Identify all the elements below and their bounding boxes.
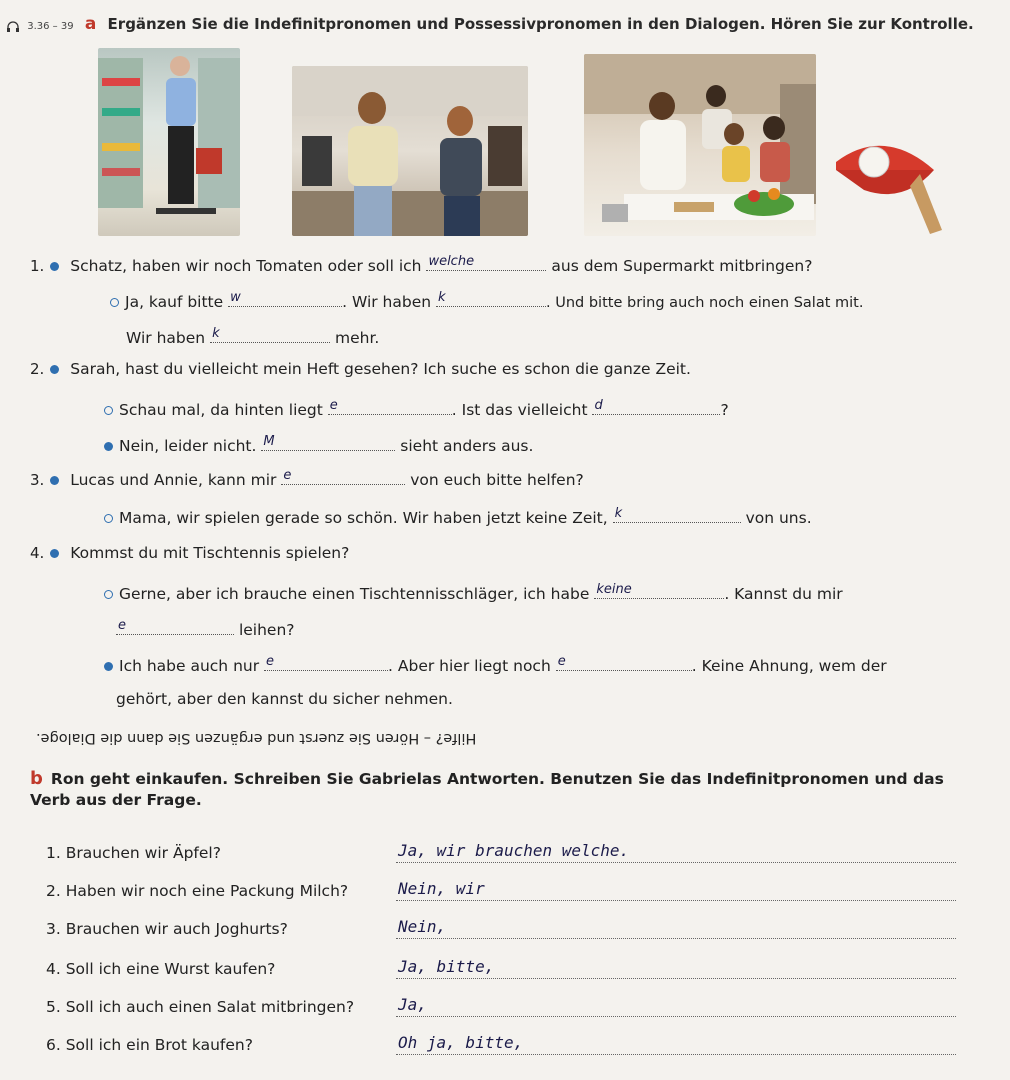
- speaker-a-dot-icon: [50, 365, 59, 374]
- blank-field[interactable]: [264, 654, 388, 671]
- answer-text: Ja,: [398, 995, 427, 1014]
- text: gehört, aber den kannst du sicher nehmen.: [116, 690, 453, 708]
- dialog-number: 4.: [30, 544, 45, 562]
- blank-field[interactable]: [228, 290, 342, 307]
- text: Schau mal, da hinten liegt: [119, 401, 323, 419]
- handwritten-fill: e: [557, 654, 566, 669]
- handwritten-fill: e: [118, 618, 126, 633]
- blank-field[interactable]: [261, 434, 395, 451]
- text: . Kannst du mir: [724, 585, 843, 603]
- answer-field-2[interactable]: [396, 878, 956, 901]
- photo-two-women: [292, 66, 528, 236]
- speaker-b-dot-icon: [104, 514, 113, 523]
- question-2: 2. Haben wir noch eine Packung Milch?: [46, 882, 349, 900]
- dialog-number: 3.: [30, 471, 45, 489]
- blank-field[interactable]: [328, 398, 452, 415]
- handwritten-fill: welche: [428, 254, 475, 269]
- text: sieht anders aus.: [400, 437, 534, 455]
- dialog-3-line-2: [104, 506, 812, 527]
- text: leihen?: [238, 621, 295, 639]
- blank-field[interactable]: [594, 582, 724, 599]
- speaker-a-dot-icon: [104, 442, 113, 451]
- blank-field[interactable]: [436, 290, 546, 307]
- answer-field-5[interactable]: [396, 994, 956, 1017]
- speaker-b-dot-icon: [104, 406, 113, 415]
- blank-field[interactable]: [116, 618, 234, 635]
- question-1: 1. Brauchen wir Äpfel?: [46, 844, 221, 862]
- section-b-instruction: Ron geht einkaufen. Schreiben Sie Gabrielas Antworten. Benutzen Sie das Indefinitpronomen und das Verb aus der Frage.: [30, 770, 944, 809]
- dialog-number: 2.: [30, 360, 45, 378]
- speaker-a-dot-icon: [50, 476, 59, 485]
- blank-field[interactable]: [281, 468, 405, 485]
- text: Gerne, aber ich brauche einen Tischtennisschläger, ich habe: [119, 585, 590, 603]
- handwritten-fill: M: [263, 434, 275, 449]
- blank-field[interactable]: [592, 398, 720, 415]
- handwritten-fill: k: [212, 326, 220, 341]
- handwritten-fill: w: [230, 290, 241, 305]
- handwritten-fill: k: [614, 506, 623, 521]
- exercise-label-a: a: [84, 14, 97, 34]
- answer-text: Nein, wir: [398, 879, 485, 898]
- text: Wir haben: [126, 329, 206, 347]
- speaker-a-dot-icon: [50, 549, 59, 558]
- dialog-3-line-1: [30, 468, 584, 489]
- photo-family-kitchen: [584, 54, 816, 236]
- text: . Wir haben: [342, 293, 432, 311]
- answer-text: Oh ja, bitte,: [398, 1033, 524, 1052]
- headphones-icon: [6, 19, 20, 31]
- dialog-2-line-1: [30, 360, 691, 378]
- question-3: 3. Brauchen wir auch Joghurts?: [46, 920, 288, 938]
- dialog-4-line-3: [116, 618, 295, 639]
- text: Schatz, haben wir noch Tomaten oder soll ich: [70, 257, 422, 275]
- exercise-label-b: b: [30, 768, 43, 789]
- text: . Keine Ahnung, wem der: [691, 657, 887, 675]
- dialog-1-line-2: [110, 290, 863, 311]
- text: von euch bitte helfen?: [410, 471, 584, 489]
- blank-field[interactable]: [613, 506, 741, 523]
- dialog-4-line-1: [30, 544, 349, 562]
- text: Sarah, hast du vielleicht mein Heft gesehen? Ich suche es schon die ganze Zeit.: [70, 360, 691, 378]
- dialog-2-line-3: [104, 434, 533, 455]
- speaker-a-dot-icon: [104, 662, 113, 671]
- handwritten-fill: keine: [596, 582, 632, 597]
- handwritten-fill: e: [266, 654, 275, 669]
- answer-text: Nein,: [398, 917, 447, 936]
- dialog-4-line-4: [104, 654, 887, 675]
- handwritten-fill: e: [329, 398, 338, 413]
- text: Kommst du mit Tischtennis spielen?: [70, 544, 350, 562]
- dialog-1-line-3: [126, 326, 379, 347]
- handwritten-fill: d: [594, 398, 603, 413]
- text: mehr.: [335, 329, 380, 347]
- text: . Aber hier liegt noch: [388, 657, 551, 675]
- question-5: 5. Soll ich auch einen Salat mitbringen?: [46, 998, 355, 1016]
- dialog-1-line-1: [30, 254, 812, 275]
- answer-text: Ja, wir brauchen welche.: [398, 841, 630, 860]
- blank-field[interactable]: [556, 654, 692, 671]
- photo-supermarket-man: [98, 48, 240, 236]
- answer-text: Ja, bitte,: [398, 957, 495, 976]
- text: . Ist das vielleicht: [451, 401, 588, 419]
- text: Mama, wir spielen gerade so schön. Wir haben jetzt keine Zeit,: [119, 509, 608, 527]
- text: . Und bitte bring auch noch einen Salat mit.: [546, 295, 864, 311]
- dialog-2-line-2: [104, 398, 729, 419]
- text: Ja, kauf bitte: [125, 293, 224, 311]
- audio-track-number: 3.36 – 39: [27, 21, 74, 32]
- exercise-header: [6, 14, 974, 34]
- section-b-header: [30, 768, 950, 811]
- text: Lucas und Annie, kann mir: [70, 471, 277, 489]
- answer-field-4[interactable]: [396, 956, 956, 979]
- upside-down-hint: Hilfe? – Hören Sie zuerst und ergänzen Sie dann die Dialoge.: [36, 730, 477, 746]
- text: ?: [720, 401, 729, 419]
- text: von uns.: [745, 509, 812, 527]
- text: aus dem Supermarkt mitbringen?: [551, 257, 813, 275]
- dialog-number: 1.: [30, 257, 45, 275]
- question-6: 6. Soll ich ein Brot kaufen?: [46, 1036, 253, 1054]
- answer-field-3[interactable]: [396, 916, 956, 939]
- text: Ich habe auch nur: [119, 657, 260, 675]
- answer-field-6[interactable]: [396, 1032, 956, 1055]
- blank-field[interactable]: [210, 326, 330, 343]
- exercise-instruction: Ergänzen Sie die Indefinitpronomen und Possessivpronomen in den Dialogen. Hören Sie zur Kontrolle.: [107, 15, 974, 33]
- text: Nein, leider nicht.: [119, 437, 257, 455]
- handwritten-fill: e: [283, 468, 292, 483]
- speaker-b-dot-icon: [104, 590, 113, 599]
- answer-field-1[interactable]: [396, 840, 956, 863]
- question-4: 4. Soll ich eine Wurst kaufen?: [46, 960, 276, 978]
- dialog-4-line-5: [116, 690, 453, 708]
- speaker-a-dot-icon: [50, 262, 59, 271]
- handwritten-fill: k: [438, 290, 446, 305]
- ping-pong-paddle-icon: [834, 134, 946, 238]
- speaker-b-dot-icon: [110, 298, 119, 307]
- blank-field[interactable]: [426, 254, 546, 271]
- dialog-4-line-2: [104, 582, 843, 603]
